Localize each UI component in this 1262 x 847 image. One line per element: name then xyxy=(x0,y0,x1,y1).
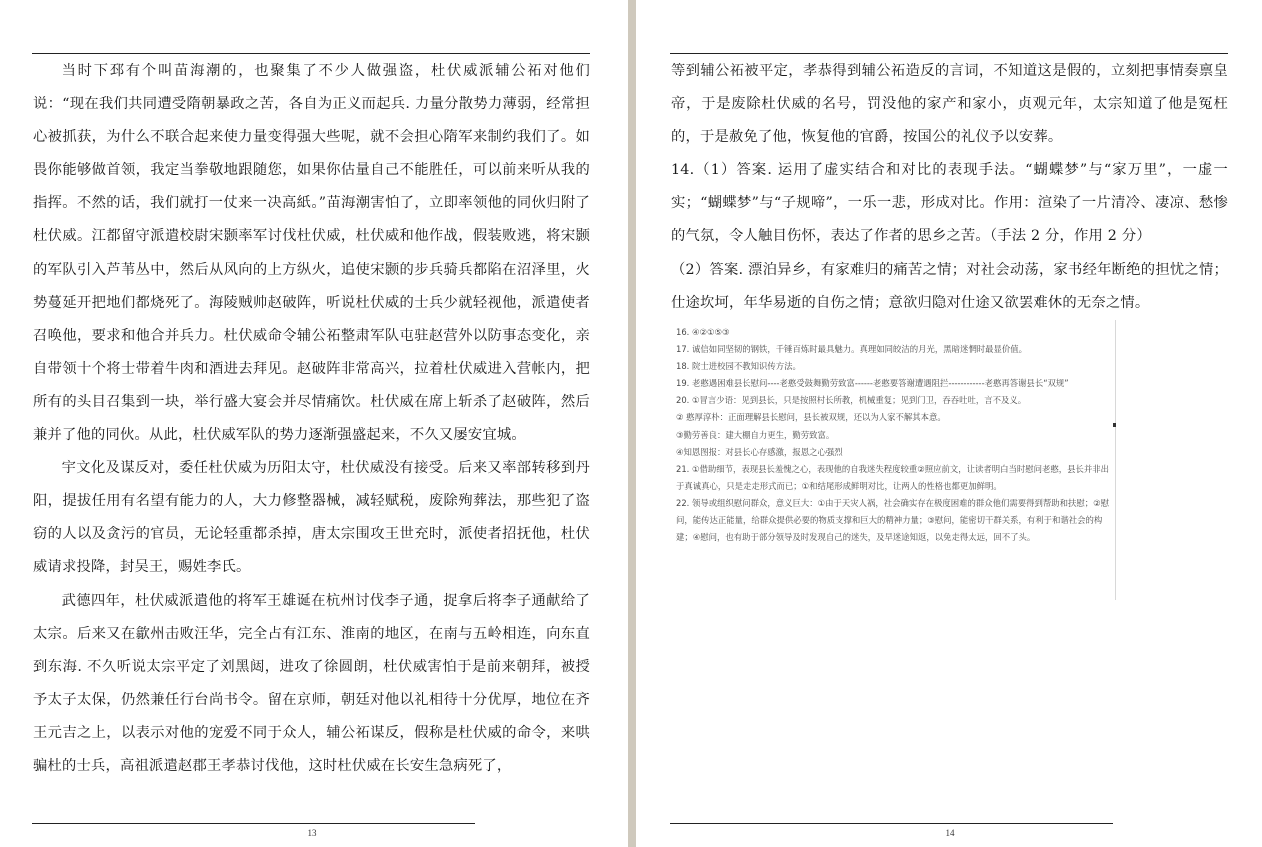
right-page-body xyxy=(671,55,1228,320)
header-rule xyxy=(670,53,1228,54)
paragraph: 宇文化及谋反对，委任杜伏威为历阳太守，杜伏威没有接受。后来又率部转移到丹阳，提拔任用有名望有能力的人，大力修整器械，减轻赋税，废除殉葬法，那些犯了盗窃的人以及贪污的官员，无论轻重都杀掉，唐太宗围攻王世充时，派使者招抚他，杜伏威请求投降，封吴王，赐姓李氏。 xyxy=(33,460,590,576)
answer-14-1: 14.（1）答案. 运用了虚实结合和对比的表现手法。“蝴蝶梦”与“家万里”，一虚一实；“蝴蝶梦”与“子规啼”，一乐一悲，形成对比。作用：渲染了一片清冷、凄凉、愁惨的气氛，令人触目伤怀，表达了作者的思乡之苦。（手法 2 分，作用 2 分） xyxy=(671,162,1228,245)
snippet-line: ④知恩图报：对县长心存感激，报恩之心强烈 xyxy=(676,446,843,457)
snippet-line: 21. ①借助细节，表现县长羞愧之心，表现他的自我迷失程度较重②照应前文，让读者明白当时慰问老憨，县长并非出于真诚真心，只是走走形式而已；①和结尾形成鲜明对比，让两人的性格也都更加鲜明。 xyxy=(676,463,1109,491)
snippet-line: 20. ①冒言少语：见到县长，只是按照村长所教，机械重复；见到门卫，吞吞吐吐，言不及义。 xyxy=(676,395,1027,406)
snippet-line: 18. 院士进校园不教知识传方法。 xyxy=(676,361,801,372)
left-page xyxy=(0,0,628,847)
snippet-line: ③勤劳善良：建大棚自力更生，勤劳致富。 xyxy=(676,429,835,440)
scan-mark xyxy=(1113,423,1116,427)
paragraph: 等到辅公祏被平定，孝恭得到辅公祏造反的言词，不知道这是假的，立刻把事情奏禀皇帝，于是废除杜伏威的名号，罚没他的家产和家小，贞观元年，太宗知道了他是冤枉的，于是赦免了他，恢复他的官爵，按国公的礼仪予以安葬。 xyxy=(671,63,1228,146)
header-rule xyxy=(32,53,590,54)
footer-rule xyxy=(670,823,1113,824)
answer-14-2: （2）答案. 漂泊异乡，有家难归的痛苦之情；对社会动荡，家书经年断绝的担忧之情；仕途坎坷，年华易逝的自伤之情；意欲归隐对仕途又欲罢难休的无奈之情。 xyxy=(671,261,1228,311)
paragraph: 武德四年，杜伏威派遣他的将军王雄诞在杭州讨伐李子通，捉拿后将李子通献给了太宗。后来又在歙州击败汪华，完全占有江东、淮南的地区，在南与五岭相连，向东直到东海. 不久听说太宗平定了刘黑闼，进攻了徐圆朗，杜伏威害怕于是前来朝拜，被授予太子太保，仍然兼任行台尚书令。留在京师，朝廷对他以礼相待十分优厚，地位在齐王元吉之上，以表示对他的宠爱不同于众人，辅公祏谋反，假称是杜伏威的命令，来哄骗杜的士兵，高祖派遣赵郡王孝恭讨伐他，这时杜伏威在长安生急病死了， xyxy=(33,592,590,774)
snippet-line: 16. ④②①⑤③ xyxy=(676,327,730,337)
left-page-body xyxy=(33,55,590,783)
paragraph: 当时下邳有个叫苗海潮的，也聚集了不少人做强盗，杜伏威派辅公祏对他们说：“现在我们共同遭受隋朝暴政之苦，各自为正义而起兵. 力量分散势力薄弱，经常担心被抓获，为什么不联合起来使力量变得强大些呢，就不会担心隋军来制约我们了。如畏你能够做首领，我定当拳敬地跟随您，如果你估量自己不能胜任，可以前来听从我的指挥。不然的话，我们就打一仗来一决高紙。”苗海潮害怕了，立即率领他的同伙归附了杜伏威。江都留守派遣校尉宋颢率军讨伐杜伏威，杜伏威和他作战，假装败逃，将宋颢的军队引入芦苇丛中，然后从风向的上方纵火，追使宋颢的步兵骑兵都陷在沼泽里，火势蔓延开把地们都烧死了。海陵贼帅赵破阵，听说杜伏威的士兵少就轻视他，派遣使者召唤他，要求和他合并兵力。杜伏威命令辅公祏整肃军队屯驻赵营外以防事态变化，亲自带领十个将士带着牛肉和酒进去拜见。赵破阵非常高兴，拉着杜伏威进入营帐内，把所有的头目召集到一块，举行盛大宴会并尽情痛饮。杜伏威在席上斩杀了赵破阵，然后兼并了他的同伙。从此，杜伏威军队的势力逐渐强盛起来，不久又屡安宜城。 xyxy=(33,63,590,444)
snippet-line: 19. 老憨遇困难县长慰问----老憨受鼓舞勤劳致富------老憨要答谢遭遇阻拦------------老憨再答谢县长“双规” xyxy=(676,378,1069,389)
page-number: 13 xyxy=(307,828,317,838)
snippet-line: 17. 诚信如同坚韧的钢铁，千锤百炼时最具魅力。真理如同皎洁的月光，黑暗迷惘时最显价值。 xyxy=(676,344,1027,355)
snippet-line: ② 憨厚淳朴：正面理解县长慰问，县长被双规，还以为人家不解其本意。 xyxy=(676,412,946,423)
scanned-answer-image xyxy=(670,320,1116,600)
page-gutter xyxy=(628,0,636,847)
snippet-line: 22. 领导或组织慰问群众，意义巨大：①由于天灾人祸，社会确实存在极度困难的群众他们需要得到帮助和扶慰；②慰问，能传达正能量，给群众提供必要的物质支撑和巨大的精神力量；③慰问，能密切干群关系，有利于和谐社会的构建；④慰问，也有助于部分领导及时发现自己的迷失，及早迷途知返，以免走得太远，回不了头。 xyxy=(676,497,1109,543)
footer-rule xyxy=(32,823,475,824)
page-number: 14 xyxy=(945,828,955,838)
